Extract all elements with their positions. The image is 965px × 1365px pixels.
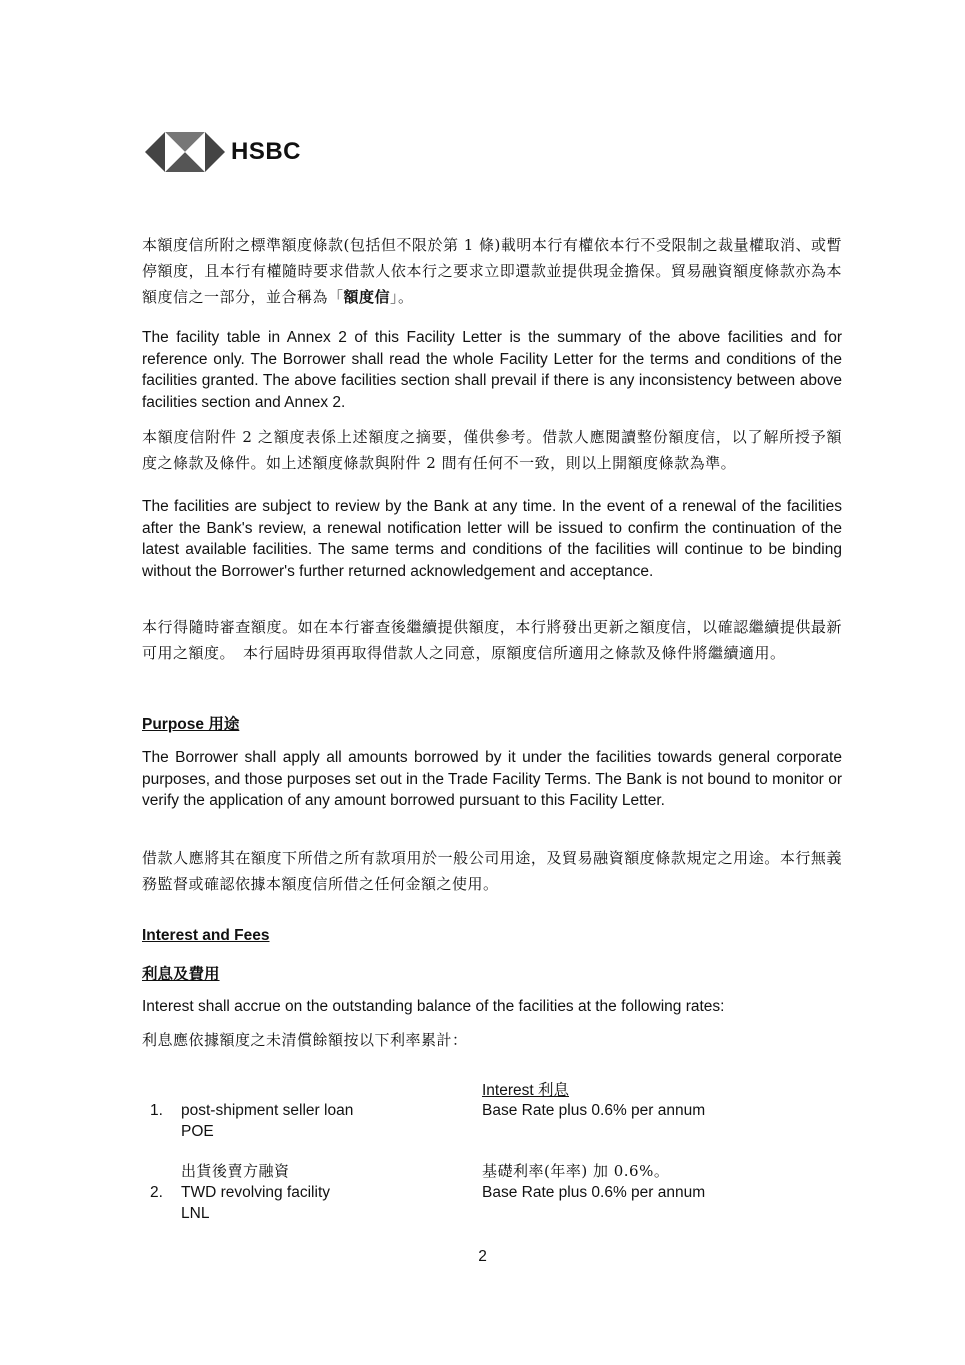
interest-heading-en: Interest and Fees (142, 927, 270, 944)
interest-column-header: Interest 利息 (482, 1082, 569, 1099)
interest-intro-en: Interest shall accrue on the outstanding balance of the facilities at the following rates: (142, 998, 725, 1015)
facility-code: LNL (181, 1205, 210, 1222)
facility-name-zh: 出貨後賣方融資 (181, 1162, 290, 1180)
facility-code: POE (181, 1123, 214, 1140)
purpose-zh: 借款人應將其在額度下所借之所有款項用於一般公司用途，及貿易融資額度條款規定之用途。本行無義務監督或確認依據本額度信所借之任何金額之使用。 (142, 849, 842, 893)
purpose-heading: Purpose 用途 (142, 716, 240, 733)
brand-name: HSBC (231, 138, 302, 165)
annex-zh: 本額度信附件 2 之額度表係上述額度之摘要，僅供參考。借款人應閱讀整份額度信，以了解所授予額度之條款及條件。如上述額度條款與附件 2 間有任何不一致，則以上開額度條款為準。 (142, 428, 842, 472)
review-zh: 本行得隨時審查額度。如在本行審查後繼續提供額度，本行將發出更新之額度信，以確認繼續提供最新可用之額度。 本行屆時毋須再取得借款人之同意，原額度信所適用之條款及條件將繼續適用。 (142, 618, 842, 662)
annex-en: The facility table in Annex 2 of this Facility Letter is the summary of the above facilities and for reference only. The Borrower shall read the whole Facility Letter for the terms and conditions of the facilities granted. The above facilities section shall prevail if there is any inconsistency between above facilities section and Annex 2. (142, 329, 842, 411)
hsbc-hexagon-logo-icon (145, 130, 225, 174)
intro-zh: 本額度信所附之標準額度條款(包括但不限於第 1 條)載明本行有權依本行不受限制之裁量權取消、或暫停額度，且本行有權隨時要求借款人依本行之要求立即還款並提供現金擔保。貿易融資額度條款亦為本額度信之一部分，並合稱為「額度信」。 (142, 236, 842, 306)
page-number: 2 (478, 1248, 487, 1265)
facility-rate: Base Rate plus 0.6% per annum (482, 1102, 706, 1119)
interest-heading-zh: 利息及費用 (142, 964, 220, 983)
hsbc-logo (145, 128, 301, 176)
interest-intro-zh: 利息應依據額度之未清償餘額按以下利率累計： (142, 1031, 468, 1049)
purpose-en: The Borrower shall apply all amounts borrowed by it under the facilities towards general corporate purposes, and those purposes set out in the Trade Facility Terms. The Bank is not bound to monitor or verify the application of any amount borrowed pursuant to this Facility Letter. (142, 749, 842, 809)
review-en: The facilities are subject to review by the Bank at any time. In the event of a renewal of the facilities after the Bank's review, a renewal notification letter will be issued to confirm the continuation of the latest available facilities. The same terms and conditions of the facilities will continue to be binding without the Borrower's further returned acknowledgement and acceptance. (142, 498, 842, 580)
row-number: 1. (150, 1102, 163, 1119)
row-number: 2. (150, 1184, 163, 1201)
facility-rate: Base Rate plus 0.6% per annum (482, 1184, 706, 1201)
facility-rate-zh: 基礎利率(年率) 加 0.6%。 (482, 1162, 670, 1180)
facility-name: TWD revolving facility (181, 1184, 330, 1201)
facility-name: post-shipment seller loan (181, 1102, 354, 1119)
